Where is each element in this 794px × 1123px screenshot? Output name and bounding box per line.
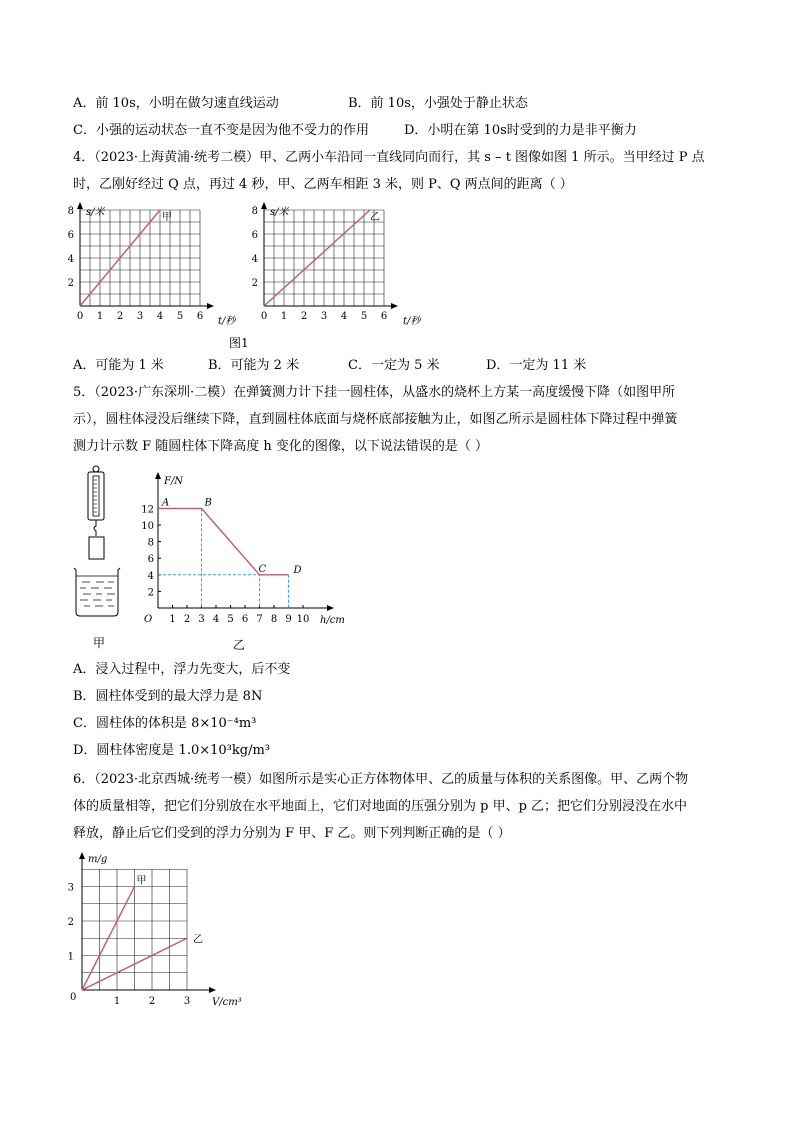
q3-option-a: A．前 10s，小明在做匀速直线运动 [73,96,279,111]
q6-stem-line1: 6．（2023·北京西城·统考一模）如图所示是实心正方体物体甲、乙的质量与体积的关系图像。甲、乙两个物 [73,772,689,787]
q4-option-d: D．一定为 11 米 [486,358,587,373]
figure-caption: 图1 [229,336,249,350]
chart-q5-force [140,470,360,630]
q6-stem-line3: 释放，静止后它们受到的浮力分别为 F 甲、F 乙。则下列判断正确的是（ ） [73,826,511,841]
x-tick-label: 4 [156,311,164,322]
q3-option-b: B．前 10s，小强处于静止状态 [348,96,528,111]
x-tick-label: 3 [136,311,144,322]
y-tick-label: 3 [67,882,74,894]
x-axis-arrow [207,303,214,309]
x-tick-label: 2 [148,996,156,1007]
x-tick-label: 6 [380,311,388,322]
x-tick-label: 0 [76,311,84,322]
x-tick-label: 1 [169,614,176,625]
y-tick-label: 4 [251,254,258,265]
x-axis-label: t/秒 [218,316,236,327]
point-label-a: A [162,497,170,509]
x-tick-label: 3 [183,996,191,1007]
fig-yi-label: 乙 [233,638,246,652]
x-axis-arrow [391,303,398,309]
chart-q4-jia [60,198,250,333]
y-tick-label: 2 [251,278,258,289]
q5-stem-line2: 示），圆柱体浸没后继续下降，直到圆柱体底面与烧杯底部接触为止，如图乙所示是圆柱体下降过程中弹簧 [73,412,678,427]
beaker [74,568,120,616]
series-label-jia: 甲 [162,212,172,223]
series-label-jia: 甲 [136,875,147,887]
point-label-b: B [204,497,212,509]
series-label-yi: 乙 [193,934,203,946]
x-tick-label: 2 [183,614,191,625]
fig-jia-label: 甲 [93,636,106,650]
y-axis-arrow [79,852,85,859]
cylinder [89,537,104,559]
q4-option-a: A．可能为 1 米 [73,358,164,373]
x-tick-label: 5 [227,614,234,625]
y-tick-label: 6 [67,230,74,241]
y-tick-label: 6 [147,554,154,566]
q6-stem-line2: 体的质量相等，把它们分别放在水平地面上，它们对地面的压强分别为 p 甲、p 乙；把它们分别浸没在水中 [73,799,688,814]
x-axis-arrow [327,605,334,611]
y-tick-label: 4 [67,254,74,265]
dashed-guide-c [158,575,260,608]
x-tick-label: 5 [176,311,184,322]
q4-stem-line1: 4．（2023·上海黄浦·统考二模）甲、乙两小车沿同一直线同向而行，其 s – t 图像如图 1 所示。当甲经过 P 点 [73,150,705,165]
y-tick-label: 8 [67,206,74,217]
y-tick-label: 2 [67,278,74,289]
chart-q6-mass-volume [62,848,262,1008]
x-axis-label: h/cm [320,615,345,626]
y-axis-label: F/N [164,476,184,487]
force-curve [158,508,289,574]
x-tick-label: 1 [96,311,104,322]
x-axis-label: t/秒 [403,316,421,327]
y-tick-label: 10 [141,521,154,532]
y-tick-label: 12 [141,504,154,516]
point-label-c: C [258,563,267,575]
x-axis-label: V/cm³ [212,997,242,1008]
x-tick-label: 2 [300,311,308,322]
q4-option-b: B．可能为 2 米 [208,358,300,373]
y-tick-label: 4 [147,570,154,582]
x-tick-label: 1 [280,311,288,322]
x-tick-label: 1 [113,996,121,1007]
series-label-yi: 乙 [370,212,380,223]
y-axis-label: s/米 [86,207,105,218]
y-axis-arrow [155,472,161,479]
x-tick-label: 3 [198,614,205,625]
origin-label: 0 [70,992,77,1003]
y-tick-label: 8 [251,206,258,217]
y-tick-label: 1 [67,951,74,963]
x-tick-label: 6 [196,311,204,322]
q3-option-c: C．小强的运动状态一直不变是因为他不受力的作用 [73,123,369,138]
x-tick-label: 5 [360,311,368,322]
q5-option-c: C．圆柱体的体积是 8×10⁻⁴m³ [73,716,257,731]
q5-stem-line1: 5．（2023·广东深圳·二模）在弹簧测力计下挂一圆柱体，从盛水的烧杯上方某一高度缓慢下降（如图甲所 [73,385,676,400]
origin-label: O [144,614,153,625]
spring-scale-apparatus [68,464,128,624]
q5-stem-line3: 测力计示数 F 随圆柱体下降高度 h 变化的图像，以下说法错误的是（ ） [73,439,489,454]
q4-option-c: C．一定为 5 米 [348,358,440,373]
y-tick-label: 6 [251,230,258,241]
x-tick-label: 6 [241,614,249,625]
y-tick-label: 2 [147,587,154,599]
x-tick-label: 8 [270,614,278,625]
x-tick-label: 3 [320,311,328,322]
spring-scale [88,466,104,536]
x-axis-arrow [209,987,216,993]
x-tick-label: 4 [340,311,348,322]
y-tick-label: 2 [67,917,74,928]
q5-option-d: D．圆柱体密度是 1.0×10³kg/m³ [73,743,270,758]
y-axis-arrow [261,202,267,209]
y-tick-label: 8 [147,537,154,549]
q5-option-b: B．圆柱体受到的最大浮力是 8N [73,689,263,704]
x-tick-label: 7 [256,614,263,625]
x-tick-label: 2 [116,311,124,322]
x-tick-label: 9 [285,614,292,625]
x-tick-label: 4 [212,614,220,625]
y-axis-label: m/g [88,854,108,865]
chart-q4-yi [244,198,434,333]
x-tick-label: 0 [260,311,268,322]
x-tick-label: 10 [296,614,310,625]
q3-option-d: D．小明在第 10s时受到的力是非平衡力 [404,123,637,138]
y-axis-label: s/米 [270,207,289,218]
q5-option-a: A．浸入过程中，浮力先变大，后不变 [73,662,291,677]
point-label-d: D [293,564,302,576]
y-axis-arrow [77,202,83,209]
q4-stem-line2: 时，乙刚好经过 Q 点，再过 4 秒，甲、乙两车相距 3 米，则 P、Q 两点间的距离（ ） [73,177,573,192]
